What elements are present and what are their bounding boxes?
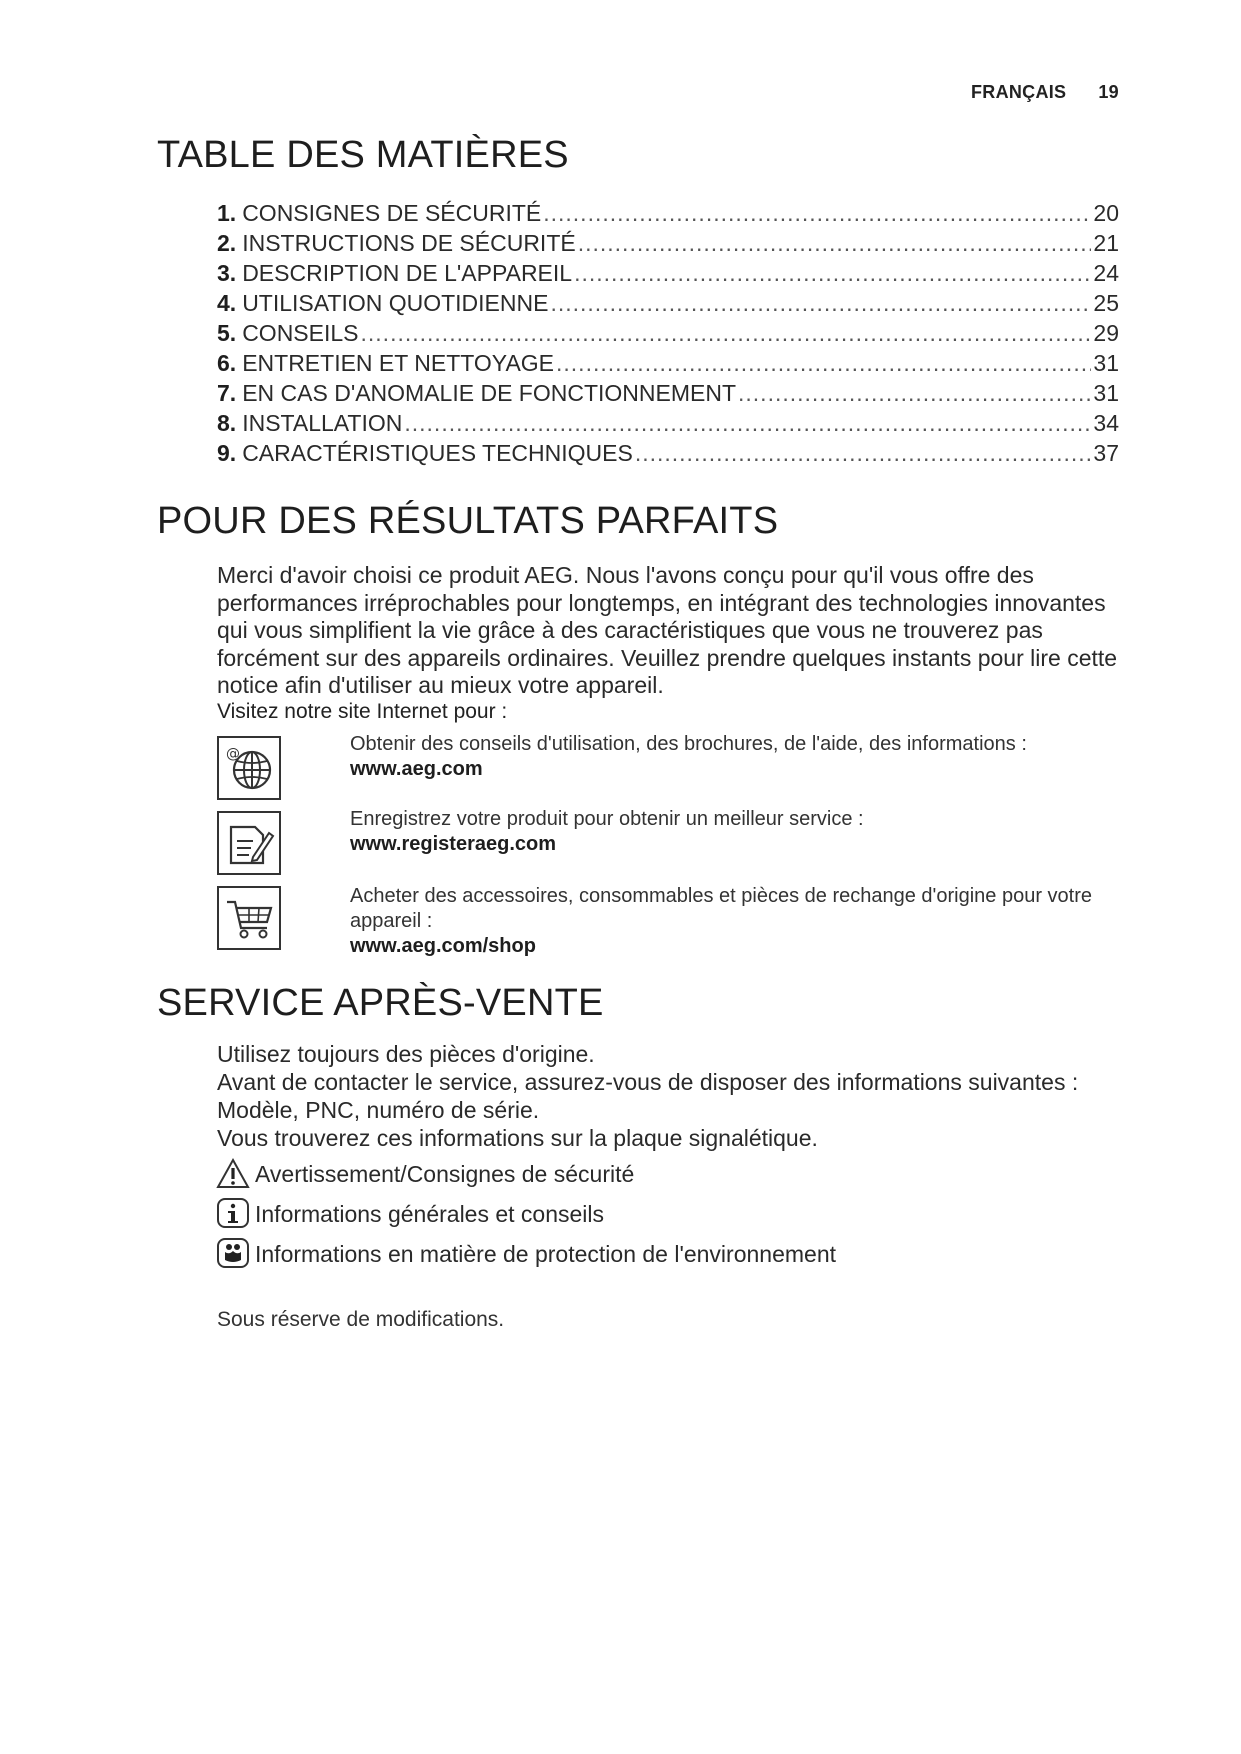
link-shop <box>350 884 1130 959</box>
toc-leader <box>635 438 1092 468</box>
legend-label: Avertissement/Consignes de sécurité <box>255 1160 635 1187</box>
toc-item-number: 5. <box>217 320 237 346</box>
toc-item[interactable] <box>217 378 1119 408</box>
toc-item-number: 1. <box>217 200 237 226</box>
legend-label: Informations en matière de protection de l'environnement <box>255 1240 836 1267</box>
link-description: Obtenir des conseils d'utilisation, des brochures, de l'aide, des informations : <box>350 733 1027 755</box>
link-url-aeg[interactable]: www.aeg.com <box>350 758 483 780</box>
toc-leader <box>361 318 1092 348</box>
page-number: 19 <box>1098 82 1119 102</box>
toc-item-page: 37 <box>1093 440 1119 466</box>
globe-icon <box>217 736 281 800</box>
link-url-shop[interactable]: www.aeg.com/shop <box>350 935 536 957</box>
toc-leader <box>404 408 1091 438</box>
toc-item-number: 8. <box>217 410 237 436</box>
toc-item-label: EN CAS D'ANOMALIE DE FONCTIONNEMENT <box>242 380 737 406</box>
toc-item-number: 6. <box>217 350 237 376</box>
language-label: FRANÇAIS <box>970 82 1067 102</box>
toc-leader <box>574 258 1091 288</box>
toc-item-page: 25 <box>1093 290 1119 316</box>
legend-info <box>215 1196 604 1232</box>
toc-item[interactable] <box>217 408 1119 438</box>
toc-item-page: 31 <box>1093 380 1119 406</box>
toc-title: TABLE DES MATIÈRES <box>157 134 569 176</box>
info-icon <box>215 1196 251 1232</box>
service-text <box>217 1040 1117 1152</box>
environment-icon <box>215 1236 251 1272</box>
toc-item[interactable] <box>217 318 1119 348</box>
toc-item[interactable] <box>217 348 1119 378</box>
toc-item-label: CONSEILS <box>242 320 359 346</box>
toc-item-number: 2. <box>217 230 237 256</box>
svg-text:@: @ <box>226 746 240 762</box>
link-register <box>350 807 1130 857</box>
service-line-3: Vous trouverez ces informations sur la plaque signalétique. <box>217 1125 818 1151</box>
link-info-aeg <box>350 732 1130 782</box>
toc-item-number: 3. <box>217 260 237 286</box>
toc-item[interactable] <box>217 258 1119 288</box>
toc-item-page: 31 <box>1093 350 1119 376</box>
toc-leader <box>543 198 1091 228</box>
toc-leader <box>556 348 1091 378</box>
toc-item-label: CARACTÉRISTIQUES TECHNIQUES <box>242 440 633 466</box>
toc-item-page: 24 <box>1093 260 1119 286</box>
toc-item-number: 4. <box>217 290 237 316</box>
service-line-1: Utilisez toujours des pièces d'origine. <box>217 1041 595 1067</box>
results-title: POUR DES RÉSULTATS PARFAITS <box>157 500 779 542</box>
visit-label: Visitez notre site Internet pour : <box>217 700 508 723</box>
table-of-contents <box>217 198 1119 468</box>
intro-paragraph: Merci d'avoir choisi ce produit AEG. Nous l'avons conçu pour qu'il vous offre des performances irréprochables pour longtemps, en intégrant des technologies innovantes qui vous simplifient la vie grâce à des caractéristiques que vous ne trouverez pas forcément sur des appareils ordinaires. Veuillez prendre quelques instants pour lire cette notice afin d'utiliser au mieux votre appareil. <box>217 562 1118 698</box>
toc-item-label: ENTRETIEN ET NETTOYAGE <box>242 350 555 376</box>
toc-item-label: INSTALLATION <box>242 410 403 436</box>
legend-environment <box>215 1236 836 1272</box>
toc-item[interactable] <box>217 228 1119 258</box>
toc-item-number: 9. <box>217 440 237 466</box>
toc-item-page: 29 <box>1093 320 1119 346</box>
service-title: SERVICE APRÈS-VENTE <box>157 982 604 1024</box>
toc-leader <box>738 378 1091 408</box>
warning-icon <box>215 1156 251 1192</box>
toc-item[interactable] <box>217 198 1119 228</box>
toc-item-label: DESCRIPTION DE L'APPAREIL <box>242 260 573 286</box>
toc-leader <box>550 288 1091 318</box>
link-description: Enregistrez votre produit pour obtenir un meilleur service : <box>350 808 864 830</box>
legend-label: Informations générales et conseils <box>255 1200 605 1227</box>
toc-item-page: 20 <box>1093 200 1119 226</box>
register-icon <box>217 811 281 875</box>
shopping-cart-icon <box>217 886 281 950</box>
page-header <box>971 82 1119 103</box>
toc-item[interactable] <box>217 438 1119 468</box>
legend-warning <box>215 1156 634 1192</box>
toc-item-label: CONSIGNES DE SÉCURITÉ <box>242 200 542 226</box>
toc-leader <box>578 228 1092 258</box>
toc-item-number: 7. <box>217 380 237 406</box>
toc-item-label: UTILISATION QUOTIDIENNE <box>242 290 549 316</box>
service-line-2: Avant de contacter le service, assurez-vous de disposer des informations suivantes : Modèle, PNC, numéro de série. <box>217 1069 1079 1123</box>
link-url-register[interactable]: www.registeraeg.com <box>350 833 556 855</box>
toc-item-label: INSTRUCTIONS DE SÉCURITÉ <box>242 230 576 256</box>
toc-item-page: 34 <box>1093 410 1119 436</box>
toc-item[interactable] <box>217 288 1119 318</box>
toc-item-page: 21 <box>1093 230 1119 256</box>
footnote: Sous réserve de modifications. <box>217 1308 505 1331</box>
link-description: Acheter des accessoires, consommables et pièces de rechange d'origine pour votre appareil : <box>350 885 1093 932</box>
